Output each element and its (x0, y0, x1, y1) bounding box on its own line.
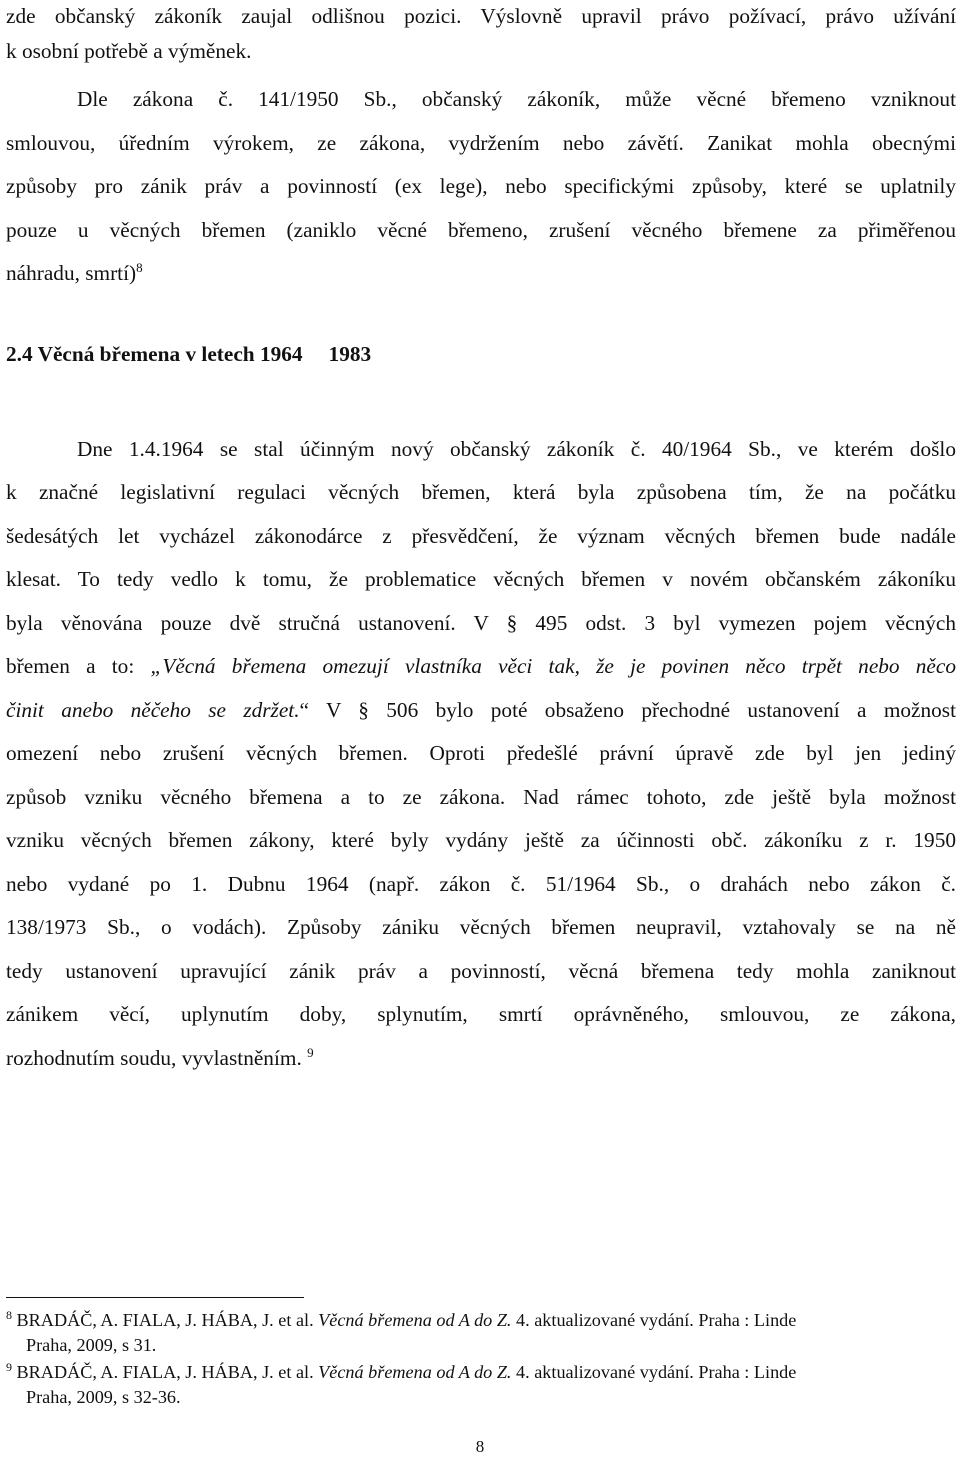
body-line: k osobní potřebě a výměnek. (6, 39, 252, 63)
body-line: zánikem věcí, uplynutím doby, splynutím, smrtí oprávněného, smlouvou, ze zákona, (6, 1002, 956, 1026)
body-line: k značné legislativní regulaci věcných břemen, která byla způsobena tím, že na počátku (6, 480, 956, 504)
body-line-text: břemen a to: (6, 654, 151, 678)
footnote-title: Věcná břemena od A do Z. (318, 1362, 512, 1382)
body-line (6, 653, 956, 679)
quote-text: činit anebo něčeho se zdržet. (6, 698, 300, 722)
body-line: smlouvou, úředním výrokem, ze zákona, vydržením nebo závětí. Zanikat mohla obecnými (6, 131, 956, 155)
footnote-ref: 9 (307, 1045, 314, 1060)
body-line: Dne 1.4.1964 se stal účinným nový občanský zákoník č. 40/1964 Sb., ve kterém došlo (77, 437, 956, 461)
section-heading (6, 341, 371, 367)
quote-text: „Věcná břemena omezují vlastníka věci tak, že je povinen něco trpět nebo něco (150, 654, 956, 678)
body-line: způsob vzniku věcného břemena a to ze zákona. Nad rámec tohoto, zde ještě byla možnost (6, 785, 956, 809)
body-line: Dle zákona č. 141/1950 Sb., občanský zákoník, může věcné břemeno vzniknout (77, 87, 956, 111)
footnote-ref: 8 (136, 260, 143, 275)
footnote-rest: 4. aktualizované vydání. Praha : Linde (516, 1310, 797, 1330)
footnote-rest: 4. aktualizované vydání. Praha : Linde (516, 1362, 797, 1382)
footnote-authors: BRADÁČ, A. FIALA, J. HÁBA, J. et al. (16, 1362, 314, 1382)
body-line: nebo vydané po 1. Dubnu 1964 (např. zákon č. 51/1964 Sb., o drahách nebo zákon č. (6, 872, 956, 896)
body-line-text: V § 506 bylo poté obsaženo přechodné ustanovení a možnost (308, 698, 956, 722)
page-number: 8 (475, 1437, 485, 1456)
footnote (6, 1361, 796, 1383)
body-line (6, 697, 956, 723)
footnote-title: Věcná břemena od A do Z. (318, 1310, 512, 1330)
footnote-number: 8 (6, 1308, 12, 1322)
heading-title: Věcná břemena v letech 1964 (37, 342, 303, 366)
body-line: pouze u věcných břemen (zaniklo věcné břemeno, zrušení věcného břemene za přiměřenou (6, 218, 956, 242)
body-line-text: rozhodnutím soudu, vyvlastněním. (6, 1046, 302, 1070)
heading-number: 2.4 (6, 342, 33, 366)
body-line: vzniku věcných břemen zákony, které byly vydány ještě za účinnosti obč. zákoníku z r. 1950 (6, 828, 956, 852)
footnote-continuation: Praha, 2009, s 32-36. (26, 1387, 181, 1407)
body-line (6, 260, 956, 286)
footnote-divider (6, 1297, 304, 1298)
body-line (6, 1045, 956, 1071)
footnote-authors: BRADÁČ, A. FIALA, J. HÁBA, J. et al. (16, 1310, 314, 1330)
body-line: omezení nebo zrušení věcných břemen. Oproti předešlé právní úpravě zde byl jen jediný (6, 741, 956, 765)
body-line: způsoby pro zánik práv a povinností (ex lege), nebo specifickými způsoby, které se uplatnily (6, 174, 956, 198)
quote-close-mark: “ (299, 698, 309, 722)
body-line: zde občanský zákoník zaujal odlišnou pozici. Výslovně upravil právo požívací, právo užívání (6, 4, 956, 28)
footnote-number: 9 (6, 1360, 12, 1374)
body-line: 138/1973 Sb., o vodách). Způsoby zániku věcných břemen neupravil, vztahovaly se na ně (6, 915, 956, 939)
body-line-text: náhradu, smrtí) (6, 261, 137, 285)
body-line: šedesátých let vycházel zákonodárce z přesvědčení, že význam věcných břemen bude nadále (6, 524, 956, 548)
body-line: byla věnována pouze dvě stručná ustanovení. V § 495 odst. 3 byl vymezen pojem věcných (6, 611, 956, 635)
heading-end-year: 1983 (328, 342, 372, 366)
footnote (6, 1309, 796, 1331)
body-line: tedy ustanovení upravující zánik práv a povinností, věcná břemena tedy mohla zaniknout (6, 959, 956, 983)
body-line: klesat. To tedy vedlo k tomu, že problematice věcných břemen v novém občanském zákoníku (6, 567, 956, 591)
footnote-continuation: Praha, 2009, s 31. (26, 1335, 157, 1355)
